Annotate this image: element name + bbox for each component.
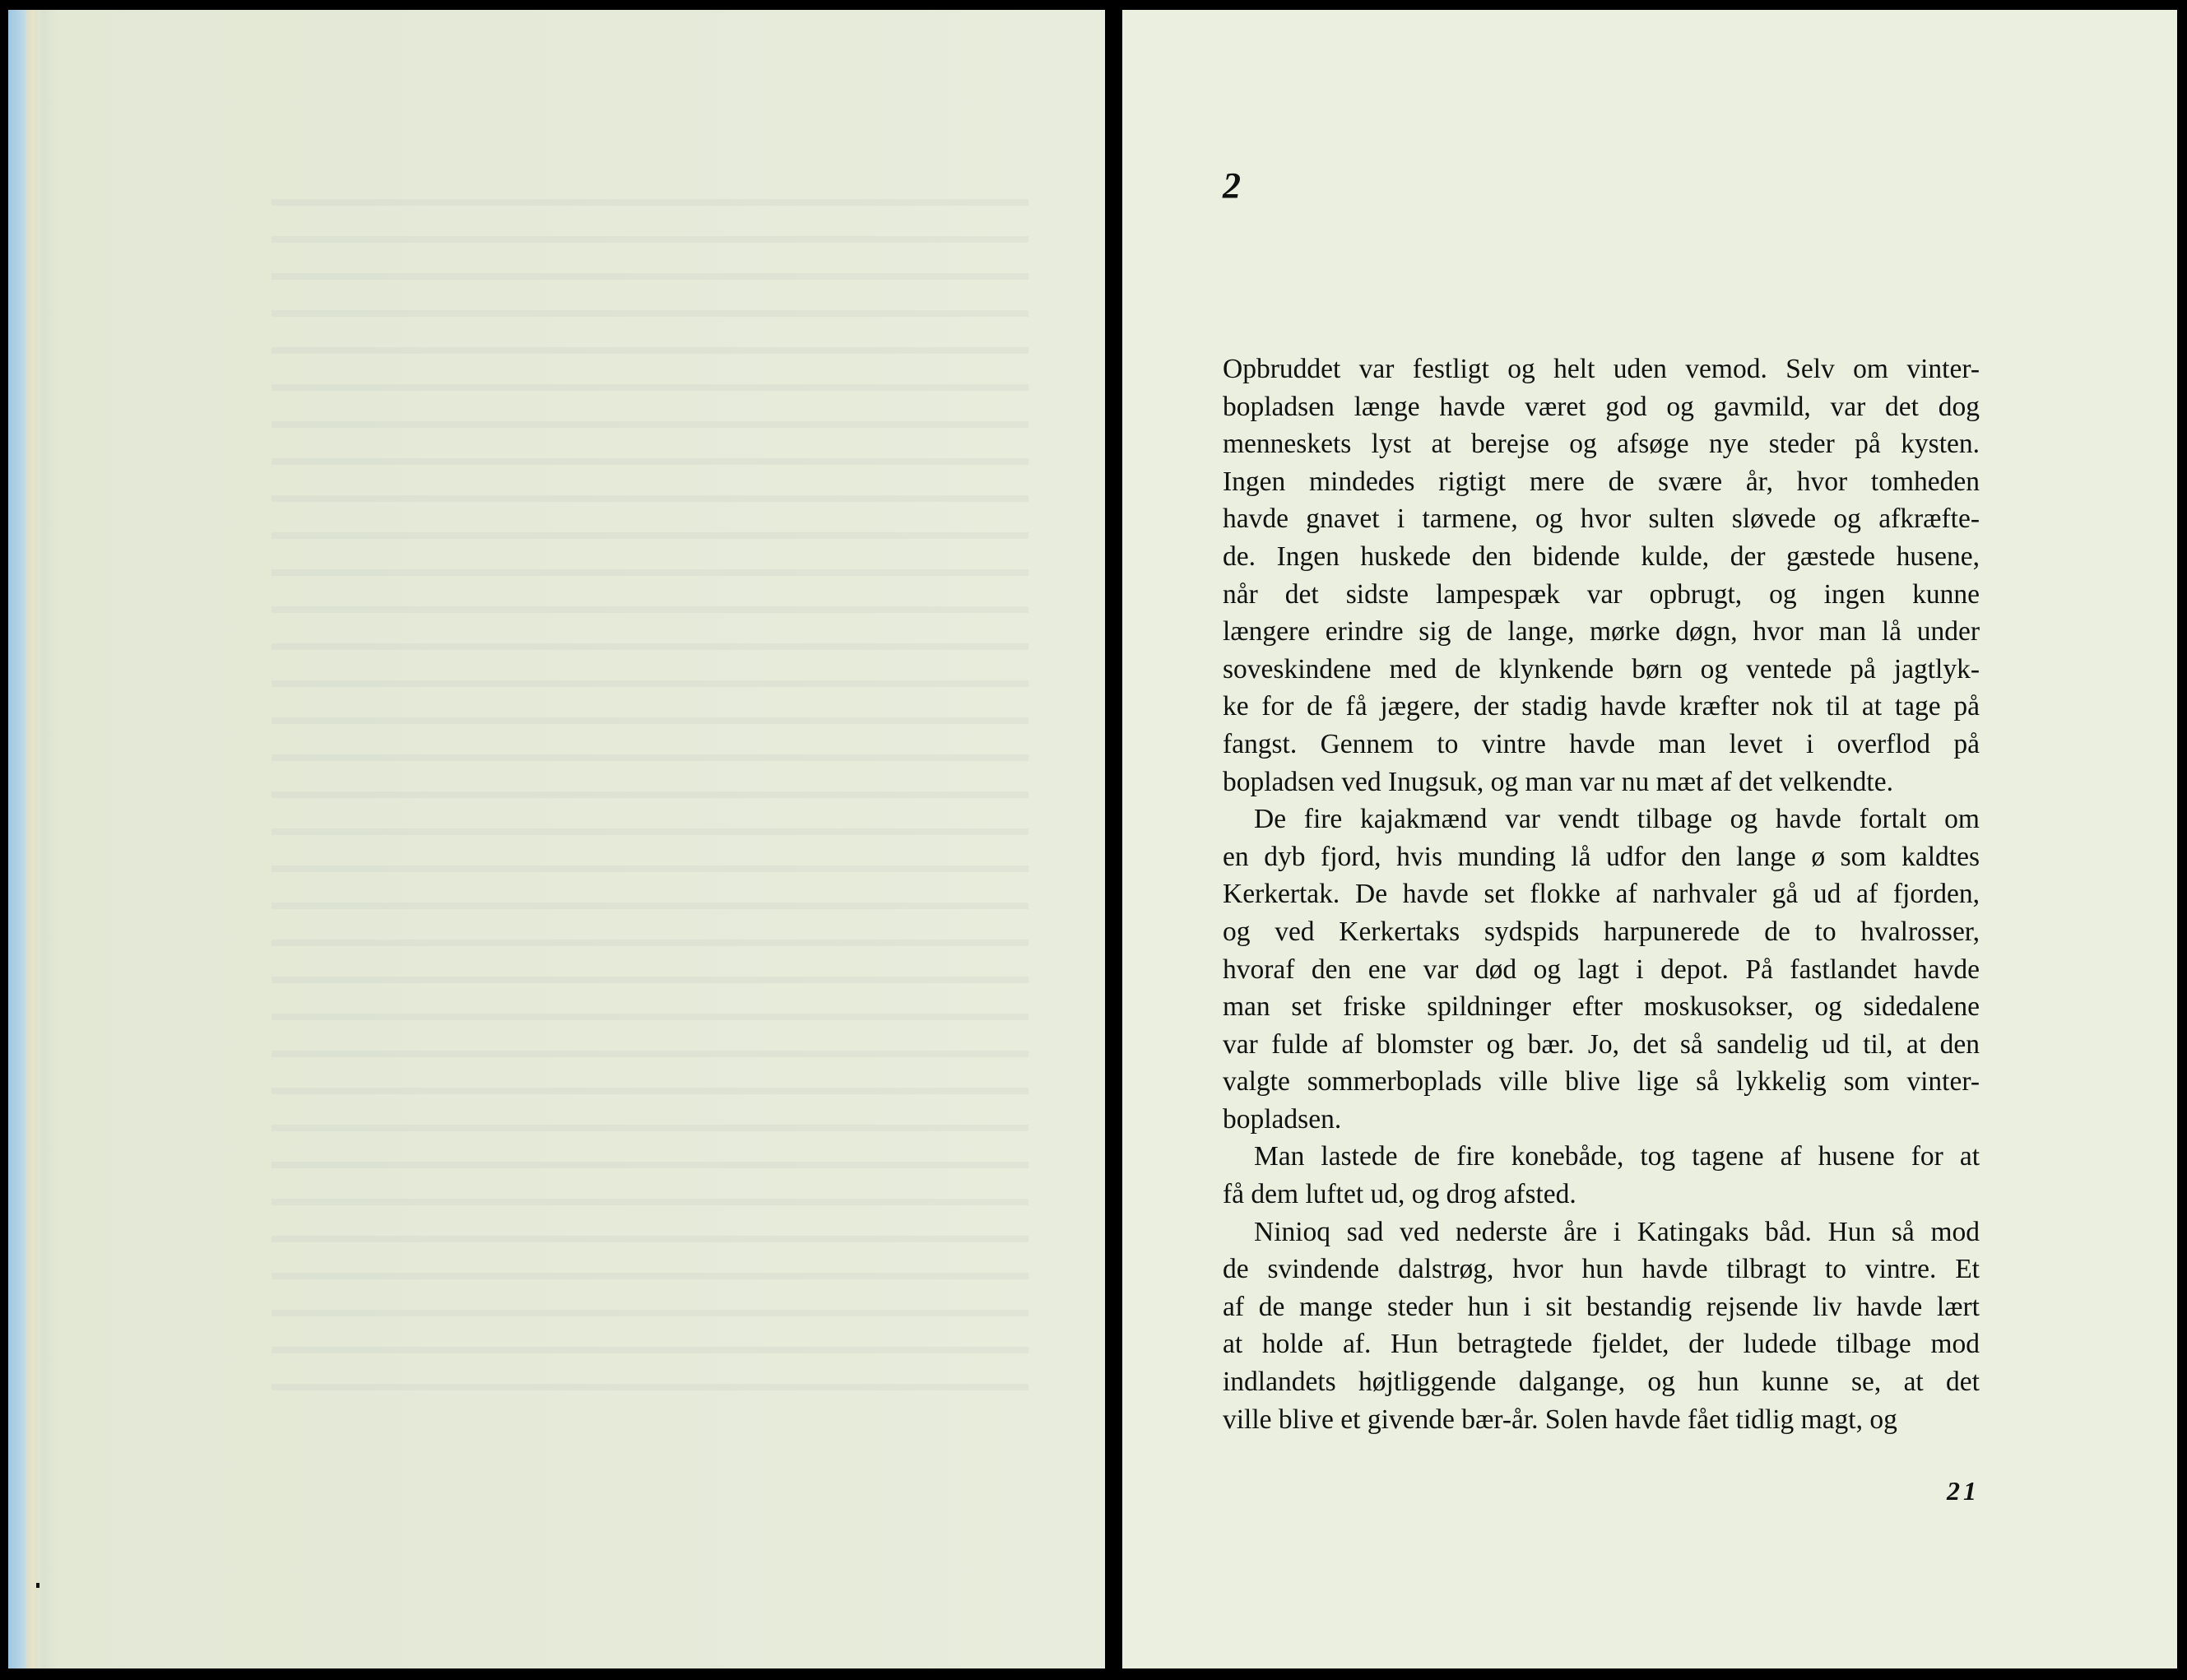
text-line: at holde af. Hun betragtede fjeldet, der ludede tilbage mod [1223,1329,1980,1360]
text-line: få dem luftet ud, og drog afsted. [1223,1179,1576,1210]
text-line: bopladsen. [1223,1103,1342,1135]
text-line: Ninioq sad ved nederste åre i Katingaks båd. Hun så mod [1254,1216,1980,1247]
text-line: bopladsen ved Inugsuk, og man var nu mæt af det velkendte. [1223,766,1893,797]
paragraph [1223,1214,1980,1439]
text-line: en dyb fjord, hvis munding lå udfor den lange ø som kaldtes [1223,841,1980,872]
text-line: de. Ingen huskede den bidende kulde, der gæstede husene, [1223,541,1980,572]
show-through-text [272,174,1028,1409]
text-line: ke for de få jægere, der stadig havde kræfter nok til at tage på [1223,691,1980,722]
text-line: fangst. Gennem to vintre havde man levet i overflod på [1223,728,1980,759]
text-line: af de mange steder hun i sit bestandig rejsende liv havde lært [1223,1291,1980,1322]
text-line: bopladsen længe havde været god og gavmild, var det dog [1223,391,1980,422]
text-line: soveskindene med de klynkende børn og ventede på jagtlyk- [1223,653,1980,685]
body-text [1223,350,1980,1438]
text-line: ville blive et givende bær-år. Solen havde fået tidlig magt, og [1223,1404,1897,1435]
chapter-number: 2 [1223,165,1241,206]
text-line: hvoraf den ene var død og lagt i depot. På fastlandet havde [1223,954,1980,985]
right-page [1122,10,2177,1668]
text-line: havde gnavet i tarmene, og hvor sulten sløvede og afkræfte- [1223,504,1980,535]
text-line: var fulde af blomster og bær. Jo, det så sandelig ud til, at den [1223,1028,1980,1060]
text-line: Ingen mindedes rigtigt mere de svære år, hvor tomheden [1223,466,1980,497]
text-line: og ved Kerkertaks sydspids harpunerede de to hvalrosser, [1223,916,1980,947]
text-line: når det sidste lampespæk var opbrugt, og ingen kunne [1223,578,1980,610]
text-line: De fire kajakmænd var vendt tilbage og havde fortalt om [1254,804,1980,835]
left-page [8,10,1105,1668]
page-number: 21 [1947,1476,1980,1506]
text-line: Kerkertak. De havde set flokke af narhvaler gå ud af fjorden, [1223,879,1980,910]
text-line: Opbruddet var festligt og helt uden vemod. Selv om vinter- [1223,354,1980,384]
text-line: man set friske spildninger efter moskusokser, og sidedalene [1223,991,1980,1023]
margin-mark [36,1583,39,1588]
text-line: længere erindre sig de lange, mørke døgn, hvor man lå under [1223,616,1980,647]
text-line: menneskets lyst at berejse og afsøge nye steder på kysten. [1223,429,1980,460]
page-edge-strip [26,10,38,1668]
paragraph [1223,350,1980,801]
text-line: indlandets højtliggende dalgange, og hun kunne se, at det [1223,1367,1980,1398]
text-line: de svindende dalstrøg, hvor hun havde tilbragt to vintre. Et [1223,1254,1980,1285]
paragraph [1223,801,1980,1138]
text-line: Man lastede de fire konebåde, tog tagene af husene for at [1254,1141,1980,1172]
paragraph [1223,1138,1980,1213]
text-line: valgte sommerboplads ville blive lige så lykkelig som vinter- [1223,1066,1980,1098]
